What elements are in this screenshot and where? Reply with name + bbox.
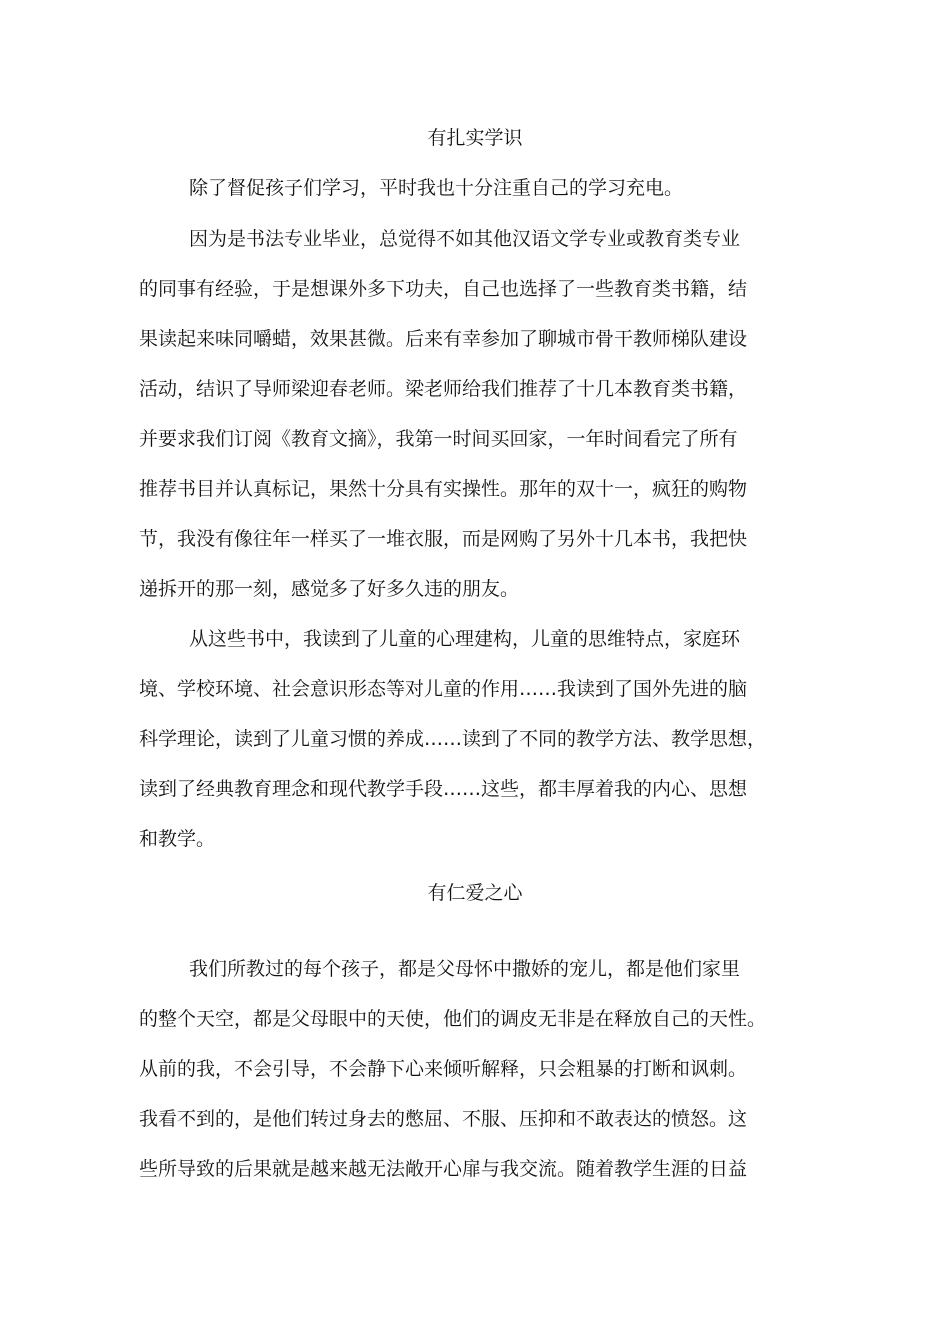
paragraph-line: 境、学校环境、社会意识形态等对儿童的作用……我读到了国外先进的脑	[139, 678, 748, 700]
paragraph-line: 并要求我们订阅《教育文摘》，我第一时间买回家，一年时间看完了所有	[139, 428, 738, 450]
paragraph-line: 节，我没有像往年一样买了一堆衣服，而是网购了另外十几本书，我把快	[139, 528, 748, 550]
paragraph-line: 因为是书法专业毕业，总觉得不如其他汉语文学专业或教育类专业	[189, 228, 741, 250]
paragraph-line: 读到了经典教育理念和现代教学手段……这些，都丰厚着我的内心、思想	[139, 778, 748, 800]
paragraph-line: 些所导致的后果就是越来越无法敞开心扉与我交流。随着教学生涯的日益	[139, 1158, 748, 1180]
paragraph-line: 活动，结识了导师梁迎春老师。梁老师给我们推荐了十几本教育类书籍，	[139, 378, 748, 400]
paragraph-line: 的同事有经验，于是想课外多下功夫，自己也选择了一些教育类书籍，结	[139, 278, 748, 300]
paragraph-line: 除了督促孩子们学习，平时我也十分注重自己的学习充电。	[189, 177, 684, 199]
paragraph-line: 从前的我，不会引导，不会静下心来倾听解释，只会粗暴的打断和讽刺。	[139, 1058, 748, 1080]
paragraph-line: 果读起来味同嚼蜡，效果甚微。后来有幸参加了聊城市骨干教师梯队建设	[139, 328, 748, 350]
section-heading-solid-knowledge: 有扎实学识	[427, 127, 523, 149]
paragraph-line: 和教学。	[139, 828, 216, 850]
paragraph-line: 递拆开的那一刻，感觉多了好多久违的朋友。	[139, 578, 520, 600]
paragraph-line: 我们所教过的每个孩子，都是父母怀中撒娇的宠儿，都是他们家里	[189, 958, 741, 980]
section-heading-benevolent-heart: 有仁爱之心	[427, 882, 523, 904]
paragraph-line: 从这些书中，我读到了儿童的心理建构，儿童的思维特点，家庭环	[189, 628, 741, 650]
paragraph-line: 的整个天空，都是父母眼中的天使，他们的调皮无非是在释放自己的天性。	[139, 1008, 767, 1030]
paragraph-line: 我看不到的，是他们转过身去的憋屈、不服、压抑和不敢表达的愤怒。这	[139, 1108, 748, 1130]
paragraph-line: 科学理论，读到了儿童习惯的养成……读到了不同的教学方法、教学思想，	[139, 728, 767, 750]
paragraph-line: 推荐书目并认真标记，果然十分具有实操性。那年的双十一，疯狂的购物	[139, 478, 748, 500]
